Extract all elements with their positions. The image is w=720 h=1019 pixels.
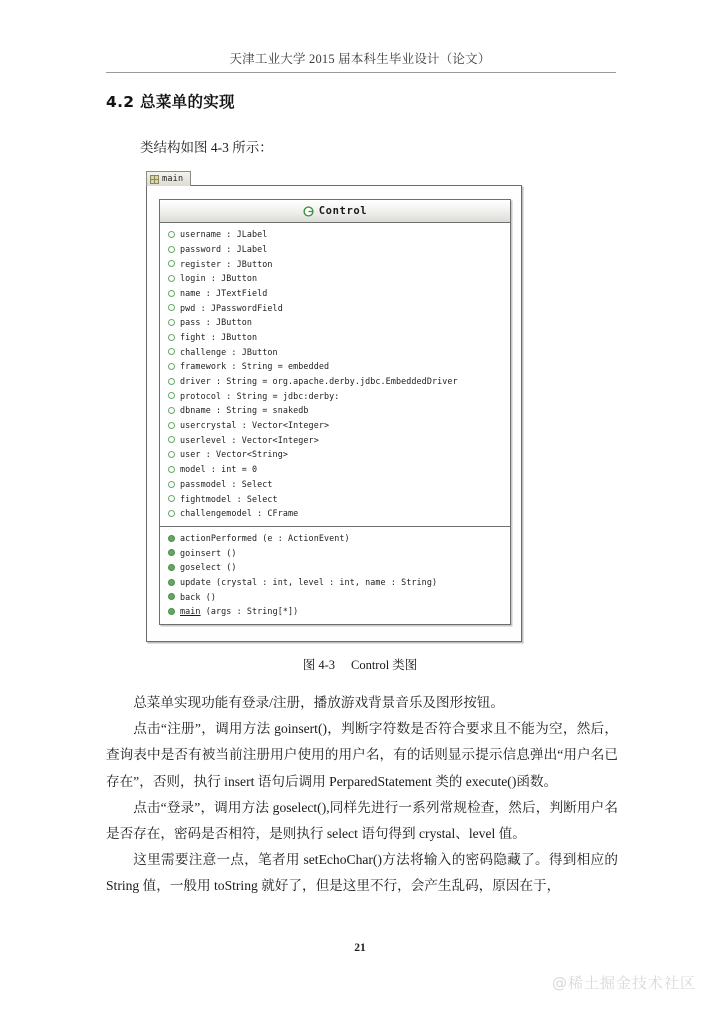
visibility-public-hollow-icon xyxy=(168,392,175,399)
class-attribute-label: login : JButton xyxy=(180,273,258,284)
uml-class-diagram xyxy=(146,171,522,642)
visibility-public-filled-icon xyxy=(168,564,175,571)
class-attribute-row xyxy=(160,433,510,448)
class-attribute-label: userlevel : Vector<Integer> xyxy=(180,434,319,445)
class-attribute-label: protocol : String = jdbc:derby: xyxy=(180,390,340,401)
class-circle-icon xyxy=(303,206,314,217)
class-attribute-row xyxy=(160,403,510,418)
class-attribute-row xyxy=(160,286,510,301)
class-box-header xyxy=(160,200,510,223)
body-text-block xyxy=(106,690,618,900)
class-operation-row xyxy=(160,560,510,575)
class-attribute-row xyxy=(160,359,510,374)
class-attribute-label: model : int = 0 xyxy=(180,464,258,475)
class-attribute-label: dbname : String = snakedb xyxy=(180,405,309,416)
visibility-public-filled-icon xyxy=(168,535,175,542)
class-attribute-row xyxy=(160,227,510,242)
section-heading: 4.2 总菜单的实现 xyxy=(106,93,235,111)
class-attribute-label: user : Vector<String> xyxy=(180,449,288,460)
class-attribute-row xyxy=(160,506,510,521)
figure-caption xyxy=(0,655,720,673)
class-attribute-row xyxy=(160,418,510,433)
class-attribute-label: fight : JButton xyxy=(180,331,258,342)
class-attributes-compartment xyxy=(160,223,510,526)
class-attribute-row xyxy=(160,345,510,360)
diagram-tab-label: main xyxy=(162,173,184,184)
class-attribute-label: challenge : JButton xyxy=(180,346,278,357)
class-operation-row xyxy=(160,590,510,605)
visibility-public-filled-icon xyxy=(168,549,175,556)
visibility-public-filled-icon xyxy=(168,593,175,600)
visibility-public-hollow-icon xyxy=(168,407,175,414)
diagram-tab-main[interactable] xyxy=(146,171,191,186)
visibility-public-hollow-icon xyxy=(168,260,175,267)
diagram-panel xyxy=(146,185,522,642)
visibility-public-hollow-icon xyxy=(168,334,175,341)
class-attribute-row xyxy=(160,447,510,462)
class-attribute-row xyxy=(160,271,510,286)
class-attribute-label: pwd : JPasswordField xyxy=(180,302,283,313)
class-attribute-row xyxy=(160,389,510,404)
visibility-public-hollow-icon xyxy=(168,481,175,488)
body-paragraph: 点击“注册”，调用方法 goinsert()，判断字符数是否符合要求且不能为空，然后，查询表中是否有被当前注册用户使用的用户名，有的话则显示提示信息弹出“用户名已存在”，否则，执行 insert 语句后调用 PerparedStatement 类的 execute()函数。 xyxy=(106,721,618,789)
class-operation-label: goselect () xyxy=(180,562,237,573)
visibility-public-hollow-icon xyxy=(168,290,175,297)
class-attribute-label: driver : String = org.apache.derby.jdbc.EmbeddedDriver xyxy=(180,376,458,387)
class-attribute-label: passmodel : Select xyxy=(180,478,273,489)
class-attribute-row xyxy=(160,462,510,477)
class-attribute-label: usercrystal : Vector<Integer> xyxy=(180,420,330,431)
class-operation-row xyxy=(160,545,510,560)
visibility-public-hollow-icon xyxy=(168,363,175,370)
class-attribute-label: password : JLabel xyxy=(180,243,268,254)
class-operation-label: back () xyxy=(180,591,216,602)
class-operation-row xyxy=(160,604,510,619)
class-operation-label: actionPerformed (e : ActionEvent) xyxy=(180,532,350,543)
class-operation-row xyxy=(160,575,510,590)
body-paragraph: 这里需要注意一点，笔者用 setEchoChar()方法将输入的密码隐藏了。得到相应的 String 值，一般用 toString 就好了，但是这里不行，会产生乱码，原因在于， xyxy=(106,852,618,894)
running-header: 天津工业大学 2015 届本科生毕业设计（论文） xyxy=(229,52,491,66)
header-divider xyxy=(106,72,616,73)
class-operation-row xyxy=(160,531,510,546)
figure-caption-text: Control 类图 xyxy=(350,658,418,672)
figure-caption-number: 图 4-3 xyxy=(302,658,335,672)
class-operations-compartment xyxy=(160,526,510,624)
visibility-public-hollow-icon xyxy=(168,510,175,517)
class-attribute-label: name : JTextField xyxy=(180,287,268,298)
visibility-public-hollow-icon xyxy=(168,436,175,443)
body-paragraph: 点击“登录”，调用方法 goselect(),同样先进行一系列常规检查，然后，判断用户名是否存在，密码是否相符，是则执行 select 语句得到 crystal、level 值。 xyxy=(106,799,618,842)
class-attribute-label: challengemodel : CFrame xyxy=(180,508,299,519)
class-attribute-row xyxy=(160,330,510,345)
class-attribute-row xyxy=(160,242,510,257)
class-attribute-row xyxy=(160,374,510,389)
visibility-public-hollow-icon xyxy=(168,466,175,473)
figure-intro-text: 类结构如图 4-3 所示： xyxy=(140,140,273,155)
visibility-public-hollow-icon xyxy=(168,231,175,238)
visibility-public-hollow-icon xyxy=(168,495,175,502)
class-box-control xyxy=(159,199,511,625)
visibility-public-filled-icon xyxy=(168,608,175,615)
page-number: 21 xyxy=(354,942,366,954)
class-attribute-row xyxy=(160,300,510,315)
body-paragraph: 总菜单实现功能有登录/注册，播放游戏背景音乐及图形按钮。 xyxy=(133,695,504,710)
class-attribute-label: username : JLabel xyxy=(180,229,268,240)
visibility-public-hollow-icon xyxy=(168,348,175,355)
class-attribute-row xyxy=(160,477,510,492)
visibility-public-hollow-icon xyxy=(168,451,175,458)
visibility-public-filled-icon xyxy=(168,579,175,586)
package-grid-icon xyxy=(150,175,159,184)
class-operation-label: main (args : String[*]) xyxy=(180,606,299,617)
visibility-public-hollow-icon xyxy=(168,422,175,429)
visibility-public-hollow-icon xyxy=(168,319,175,326)
visibility-public-hollow-icon xyxy=(168,304,175,311)
class-attribute-label: fightmodel : Select xyxy=(180,493,278,504)
visibility-public-hollow-icon xyxy=(168,246,175,253)
class-attribute-label: framework : String = embedded xyxy=(180,361,330,372)
class-attribute-label: register : JButton xyxy=(180,258,273,269)
class-operation-label: goinsert () xyxy=(180,547,237,558)
class-operation-label: update (crystal : int, level : int, name : String) xyxy=(180,576,438,587)
class-attribute-row xyxy=(160,491,510,506)
visibility-public-hollow-icon xyxy=(168,378,175,385)
visibility-public-hollow-icon xyxy=(168,275,175,282)
watermark: @稀土掘金技术社区 xyxy=(551,974,696,992)
class-attribute-row xyxy=(160,315,510,330)
class-name-label: Control xyxy=(318,205,368,217)
class-attribute-row xyxy=(160,256,510,271)
class-attribute-label: pass : JButton xyxy=(180,317,252,328)
